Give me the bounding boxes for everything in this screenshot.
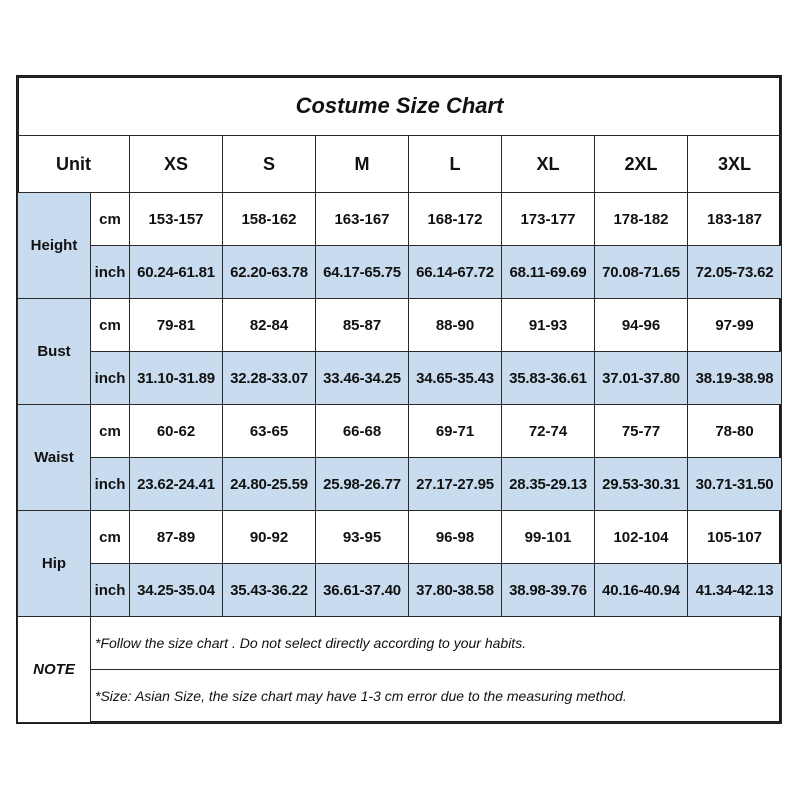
- table-cell: 70.08-71.65: [595, 246, 688, 299]
- table-cell: 82-84: [223, 299, 316, 352]
- table-cell: 96-98: [409, 511, 502, 564]
- table-cell: 32.28-33.07: [223, 352, 316, 405]
- table-cell: 38.98-39.76: [502, 564, 595, 617]
- hip-label: Hip: [18, 511, 91, 617]
- table-cell: 35.43-36.22: [223, 564, 316, 617]
- table-cell: 64.17-65.75: [316, 246, 409, 299]
- height-label: Height: [18, 193, 91, 299]
- table-cell: 168-172: [409, 193, 502, 246]
- height-cm-row: [18, 193, 782, 246]
- table-cell: 60-62: [130, 405, 223, 458]
- table-cell: 105-107: [688, 511, 782, 564]
- table-cell: 28.35-29.13: [502, 458, 595, 511]
- table-cell: 62.20-63.78: [223, 246, 316, 299]
- table-cell: 37.80-38.58: [409, 564, 502, 617]
- table-cell: 60.24-61.81: [130, 246, 223, 299]
- table-cell: 23.62-24.41: [130, 458, 223, 511]
- size-chart-table: [17, 76, 782, 723]
- table-cell: 72.05-73.62: [688, 246, 782, 299]
- height-inch-row: [18, 246, 782, 299]
- table-cell: 36.61-37.40: [316, 564, 409, 617]
- note-row-2: [18, 670, 782, 723]
- table-cell: 91-93: [502, 299, 595, 352]
- table-cell: 87-89: [130, 511, 223, 564]
- table-cell: 63-65: [223, 405, 316, 458]
- table-cell: 93-95: [316, 511, 409, 564]
- unit-inch: inch: [91, 564, 130, 617]
- note-row-1: [18, 617, 782, 670]
- table-cell: 99-101: [502, 511, 595, 564]
- size-header-2xl: 2XL: [595, 136, 688, 193]
- unit-cm: cm: [91, 193, 130, 246]
- table-cell: 102-104: [595, 511, 688, 564]
- hip-inch-row: [18, 564, 782, 617]
- table-cell: 27.17-27.95: [409, 458, 502, 511]
- table-cell: 72-74: [502, 405, 595, 458]
- hip-cm-row: [18, 511, 782, 564]
- table-cell: 178-182: [595, 193, 688, 246]
- table-cell: 66-68: [316, 405, 409, 458]
- table-cell: 183-187: [688, 193, 782, 246]
- table-cell: 88-90: [409, 299, 502, 352]
- table-cell: 29.53-30.31: [595, 458, 688, 511]
- note-line-2: *Size: Asian Size, the size chart may have 1-3 cm error due to the measuring method.: [91, 670, 782, 723]
- size-header-xs: XS: [130, 136, 223, 193]
- table-cell: 68.11-69.69: [502, 246, 595, 299]
- table-cell: 69-71: [409, 405, 502, 458]
- table-cell: 40.16-40.94: [595, 564, 688, 617]
- table-cell: 78-80: [688, 405, 782, 458]
- unit-inch: inch: [91, 246, 130, 299]
- table-cell: 38.19-38.98: [688, 352, 782, 405]
- bust-cm-row: [18, 299, 782, 352]
- table-cell: 41.34-42.13: [688, 564, 782, 617]
- table-cell: 37.01-37.80: [595, 352, 688, 405]
- unit-inch: inch: [91, 352, 130, 405]
- note-line-1: *Follow the size chart . Do not select directly according to your habits.: [91, 617, 782, 670]
- table-cell: 35.83-36.61: [502, 352, 595, 405]
- table-cell: 31.10-31.89: [130, 352, 223, 405]
- waist-cm-row: [18, 405, 782, 458]
- size-header-l: L: [409, 136, 502, 193]
- unit-cm: cm: [91, 405, 130, 458]
- table-cell: 33.46-34.25: [316, 352, 409, 405]
- table-cell: 25.98-26.77: [316, 458, 409, 511]
- table-cell: 79-81: [130, 299, 223, 352]
- table-cell: 24.80-25.59: [223, 458, 316, 511]
- table-cell: 163-167: [316, 193, 409, 246]
- size-header-m: M: [316, 136, 409, 193]
- table-cell: 97-99: [688, 299, 782, 352]
- table-cell: 85-87: [316, 299, 409, 352]
- title-row: [18, 77, 782, 136]
- unit-cm: cm: [91, 299, 130, 352]
- size-header-xl: XL: [502, 136, 595, 193]
- table-cell: 90-92: [223, 511, 316, 564]
- unit-header: Unit: [18, 136, 130, 193]
- table-cell: 34.65-35.43: [409, 352, 502, 405]
- table-cell: 153-157: [130, 193, 223, 246]
- unit-inch: inch: [91, 458, 130, 511]
- bust-inch-row: [18, 352, 782, 405]
- waist-inch-row: [18, 458, 782, 511]
- table-cell: 158-162: [223, 193, 316, 246]
- table-cell: 34.25-35.04: [130, 564, 223, 617]
- bust-label: Bust: [18, 299, 91, 405]
- size-header-3xl: 3XL: [688, 136, 782, 193]
- table-cell: 75-77: [595, 405, 688, 458]
- size-header-row: [18, 136, 782, 193]
- note-label: NOTE: [18, 617, 91, 723]
- unit-cm: cm: [91, 511, 130, 564]
- table-cell: 173-177: [502, 193, 595, 246]
- table-cell: 94-96: [595, 299, 688, 352]
- table-cell: 30.71-31.50: [688, 458, 782, 511]
- chart-title: Costume Size Chart: [18, 77, 782, 136]
- table-cell: 66.14-67.72: [409, 246, 502, 299]
- waist-label: Waist: [18, 405, 91, 511]
- size-header-s: S: [223, 136, 316, 193]
